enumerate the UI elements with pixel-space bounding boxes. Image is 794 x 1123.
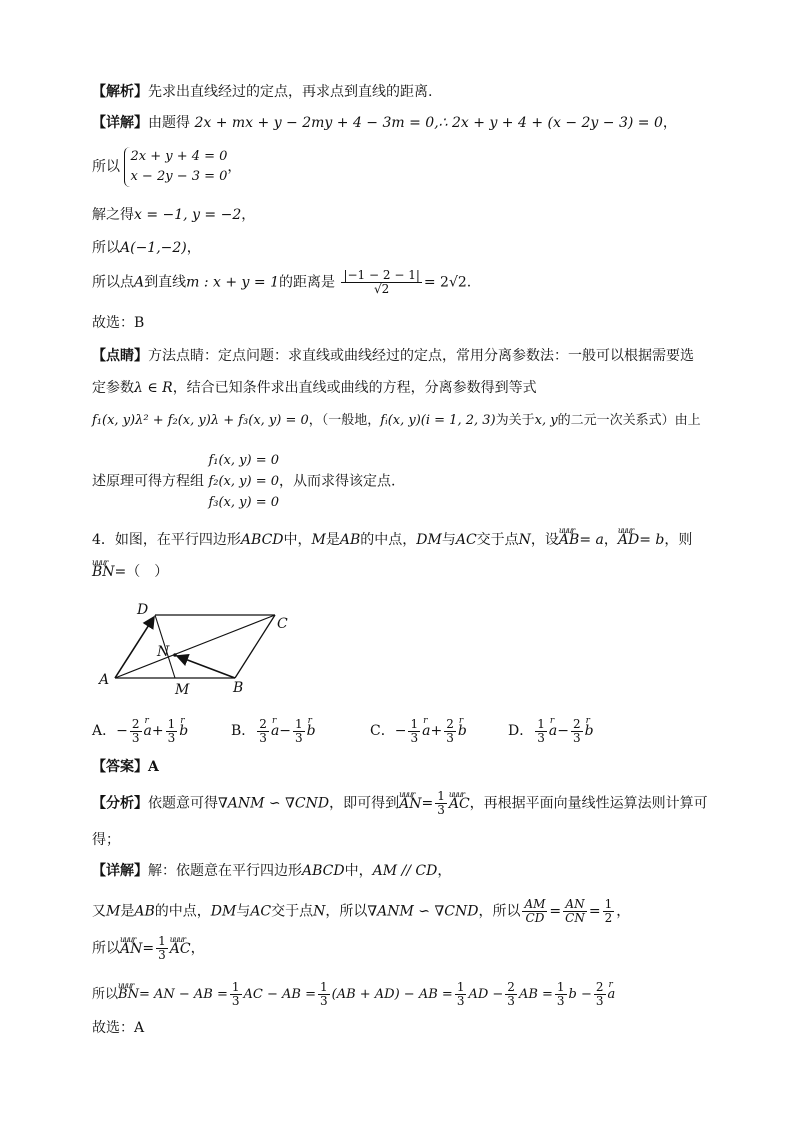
q4-ac: AC [455,532,477,548]
system-eq1: 2x + y + 4 = 0 [130,149,228,164]
option-b-op: − [279,723,292,739]
q4-ab: AB [339,532,361,548]
q4-eq-a: = a [579,532,604,548]
analysis2-line2: 得； [92,832,120,848]
option-d-label: D． [508,723,534,739]
remark-sys2: f₂(x, y) = 0 [208,474,279,489]
point-a-eq: A(−1,−2) [120,240,187,256]
detail2-ratio1 [522,898,547,925]
option-c-label: C． [370,723,395,739]
analysis-text: 先求出直线经过的定点，再求点到直线的距离. [148,84,433,100]
detail2-line4 [92,981,615,1008]
detail2-ac: AC [250,903,272,920]
detail2-r-num3: 1 [604,897,613,911]
point-a-line [92,238,201,258]
label-d: D [137,602,149,618]
option-c[interactable] [370,716,467,746]
option-d-frac2 [571,718,583,745]
option-c-frac1 [408,718,420,745]
q4-stem1: 4．如图，在平行四边形 [92,532,241,548]
label-b: B [233,680,244,696]
remark-system [208,450,279,513]
detail2-line1 [92,861,451,881]
q4-stem5: 与 [441,532,456,548]
detail-equation: 2x + mx + y − 2my + 4 − 3m = 0,∴ 2x + y + 4 + (x − 2y − 3) = 0 [194,115,663,131]
remark-fi: fᵢ(x, y)(i = 1, 2, 3) [380,413,496,428]
option-d-op: − [557,723,569,739]
label-m: M [175,682,190,698]
detail2-l4-frac5: $\frac{1}{3}$ [556,980,565,1008]
option-d[interactable] [508,716,594,746]
option-d-d2: 3 [572,730,581,745]
option-a-v2: r b [179,716,188,746]
point-a-prefix: 所以 [92,240,120,256]
remark-sys1: f₁(x, y) = 0 [208,453,279,468]
option-a-v1: r a [144,716,152,746]
analysis2-eq: = [421,795,434,812]
label-n: N [157,644,170,660]
option-a[interactable] [92,716,188,746]
q4-vec-ad: uuur AD [618,530,639,550]
detail2-l3a: 所以 [92,940,120,957]
distance-num: |−1 − 2 − 1| [343,268,420,282]
parallelogram-figure [95,598,315,700]
option-c-frac2 [444,718,456,745]
option-b-v1: r a [271,716,279,746]
distance-mid: 到直线 [144,274,187,291]
analysis2-vec-an: uuur AN [399,794,421,814]
detail2-l2h: ， [616,903,631,920]
analysis2-t2: ，即可得到 [329,795,400,812]
detail2-vec-bn: uuur BN [118,985,139,1005]
answer-line: 【答案】A [92,759,159,775]
solve-eq: x = −1, y = −2 [134,207,242,223]
solve-line [92,205,255,225]
analysis2-t3: ，再根据平面向量线性运算法则计算可 [469,795,708,812]
detail-tag: 【详解】 [92,115,148,131]
option-b-frac2 [293,718,305,745]
option-d-frac1 [535,718,547,745]
detail2-r-num1: AM [524,897,546,911]
detail2-vec-ac: uuur AC [170,939,191,959]
analysis-tag: 【解析】 [92,84,148,100]
q4-eq-b: = b [639,532,665,548]
q4-dm: DM [416,532,442,548]
q4-stem3: 是 [325,532,340,548]
option-b-v2: r b [307,716,316,746]
analysis2-fd: 3 [437,803,445,817]
label-a: A [99,672,110,688]
detail2-l2d: 与 [236,903,251,920]
option-a-op: + [151,723,164,739]
q4-vec-ab: uuur AB [559,530,579,550]
detail-tail: ， [662,115,677,131]
remark-line3 [92,411,701,431]
q4-stem4: 的中点， [360,532,417,548]
system-prefix: 所以 [92,159,120,175]
vector-ad [115,617,154,678]
q4-vec-bn: uuur BN [92,562,115,582]
q4-stem10: =（ ） [114,564,169,580]
system-tail: ， [227,159,242,175]
option-b[interactable] [231,716,316,746]
detail2-vec-an: uuur AN [120,939,142,959]
point-n [173,653,177,657]
detail2-l4-frac2: $\frac{1}{3}$ [319,980,328,1008]
option-a-sign: − [116,723,128,739]
distance-fraction [341,269,421,296]
option-c-d1: 3 [410,730,419,745]
equation-system [124,147,227,187]
detail2-l4eq8: r a [608,985,616,1005]
option-c-v2: r b [458,716,467,746]
detail-intro: 由题得 [148,115,190,131]
remark-text1: 方法点睛：定点问题：求直线或曲线经过的定点，常用分离参数法：一般可以根据需要选 [148,348,694,364]
distance-prefix: 所以点 [92,274,134,291]
detail2-l3n: 1 [158,934,166,948]
detail2-l2e: 交于点 [271,903,314,920]
analysis2-t1: 依题意可得 [148,795,218,812]
q4-stem9: ，则 [664,532,693,548]
option-b-n1: 2 [259,716,267,731]
detail2-r-den1: CD [525,911,545,925]
option-b-n2: 1 [295,716,303,731]
option-a-frac1 [130,718,142,745]
option-b-frac1 [257,718,269,745]
distance-den: √2 [374,282,390,296]
detail2-ratio2 [563,898,587,925]
diagonal-ac [115,615,275,678]
option-c-d2: 3 [446,730,454,745]
option-a-d2: 3 [167,730,176,745]
detail2-r-den3: 2 [604,911,613,925]
q4-stem6: 交于点 [476,532,519,548]
detail2-parallel: AM // CD [372,863,438,879]
detail2-ratio3 [603,898,615,925]
detail2-m: M [106,903,121,920]
remark-text2a: 定参数 [92,380,134,396]
remark-equation: f₁(x, y)λ² + f₂(x, y)λ + f₃(x, y) = 0 [92,413,309,428]
question-4-line2 [92,562,168,582]
remark-text3c: 的二元一次关系式）由上 [557,413,701,428]
detail2-l4eq2: = AN − AB = [138,987,228,1002]
option-c-sign: − [394,723,407,739]
q4-stem8: ， [603,532,618,548]
detail2-line2: 又M是AB的中点，DM与AC交于点N，所以∇ANM ∽ ∇CND，所以 $\frac{AM}{CD}$ = $\frac{AN}{CN}$ = $\frac{1}{2}$ ， [92,897,631,925]
detail2-l4-frac6: $\frac{2}{3}$ [595,980,604,1008]
remark-param: λ ∈ R [134,380,173,396]
detail2-l2c: 的中点， [154,903,211,920]
remark-text2b: ，结合已知条件求出直线或曲线的方程，分离参数得到等式 [172,380,537,396]
option-a-frac2 [166,718,178,745]
q4-m: M [311,532,326,548]
remark-text3a: ，（一般地， [308,413,381,428]
vector-bn [177,656,235,678]
detail2-l2a: 又 [92,903,106,920]
q4-abcd: ABCD [240,532,284,548]
question-4-line1 [92,530,692,550]
detail2-tag: 【详解】 [92,863,148,879]
detail2-abcd: ABCD [302,863,345,879]
option-c-n1: 1 [410,716,419,731]
option-b-d1: 3 [259,730,267,745]
distance-tail: . [466,274,472,291]
option-c-v1: r a [422,716,430,746]
option-b-label: B． [231,723,256,739]
option-a-d1: 3 [131,730,140,745]
option-d-n2: 2 [572,716,581,731]
detail2-l4-frac3: $\frac{1}{3}$ [456,980,465,1008]
detail2-r-num2: AN [563,898,587,912]
remark-sys3: f₃(x, y) = 0 [208,495,279,510]
analysis2-vec-ac: uuur AC [449,794,470,814]
detail2-l2b: 是 [120,903,135,920]
distance-result: = 2√2 [423,274,467,291]
option-d-n1: 1 [537,716,545,731]
detail-line [92,113,677,133]
option-d-v2: r b [585,716,594,746]
label-c: C [277,616,288,632]
detail2-l3t: ， [190,940,205,957]
system-eq2: x − 2y − 3 = 0 [130,169,228,184]
analysis2-tag: 【分析】 [92,795,148,812]
analysis2-line1 [92,790,708,817]
system-line [92,147,241,187]
detail2-l4-frac1: $\frac{1}{3}$ [231,980,240,1008]
detail2-ab: AB [134,903,155,920]
remark-line2 [92,378,537,398]
detail2-t2: 中， [344,863,373,879]
distance-point: A [134,274,145,291]
remark-line1 [92,346,694,366]
detail2-l2g: ，所以 [478,903,521,920]
remark-tag: 【点睛】 [92,348,148,364]
detail2-l4eq3: AC − AB = [243,987,316,1002]
q4-n: N [518,532,531,548]
detail2-l3d: 3 [158,948,166,962]
detail2-r-den2: CN [565,911,585,925]
distance-line-eq: m : x + y = 1 [186,274,279,291]
remark-vars: x, y [534,413,558,428]
remark-text3b: 为关于 [495,413,535,428]
option-b-d2: 3 [295,730,303,745]
detail2-t3: ， [437,863,452,879]
option-a-n1: 2 [131,716,140,731]
solve-prefix: 解之得 [92,207,134,223]
solve-tail: ， [241,207,256,223]
detail2-l4eq6: AB = [518,987,553,1002]
detail2-line3: 所以uuur AN= $\frac{1}{3}$ uuur AC， [92,935,205,962]
option-c-op: + [430,723,443,739]
analysis2-frac [435,790,447,817]
detail2-l4a: 所以 [92,987,119,1002]
option-c-n2: 2 [446,716,454,731]
detail2-l3-frac [156,935,168,962]
detail2-l4eq4: (AB + AD) − AB = [331,987,453,1002]
detail2-l2f: ，所以 [325,903,368,920]
detail2-t1: 解：依题意在平行四边形 [148,863,302,879]
analysis-line [92,82,432,102]
detail2-dm: DM [210,903,237,920]
option-a-label: A． [92,723,117,739]
distance-line [92,269,471,296]
detail2-n: N [313,903,326,920]
option-d-v1: r a [549,716,557,746]
remark-sys-prefix: 述原理可得方程组 [92,473,204,490]
detail2-choice: 故选：A [92,1020,145,1036]
remark-system-line [92,450,395,513]
choice-1: 故选：B [92,315,145,331]
q4-stem7: ，设 [530,532,559,548]
edge-bc [235,615,275,678]
distance-mid2: 的距离是 [279,274,335,291]
analysis2-sim: ∇ANM ∽ ∇CND [218,795,330,812]
detail2-l4-frac4: $\frac{2}{3}$ [507,980,515,1008]
detail2-l4eq5: AD − [468,987,504,1002]
option-a-n2: 1 [167,716,176,731]
analysis2-fn: 1 [437,789,445,803]
detail2-l4eq7: b − [568,987,592,1002]
q4-stem2: 中， [283,532,312,548]
point-a-tail: ， [186,240,201,256]
detail2-sim: ∇ANM ∽ ∇CND [367,903,479,920]
option-d-d1: 3 [537,730,545,745]
remark-sys-tail: ，从而求得该定点. [279,473,396,490]
